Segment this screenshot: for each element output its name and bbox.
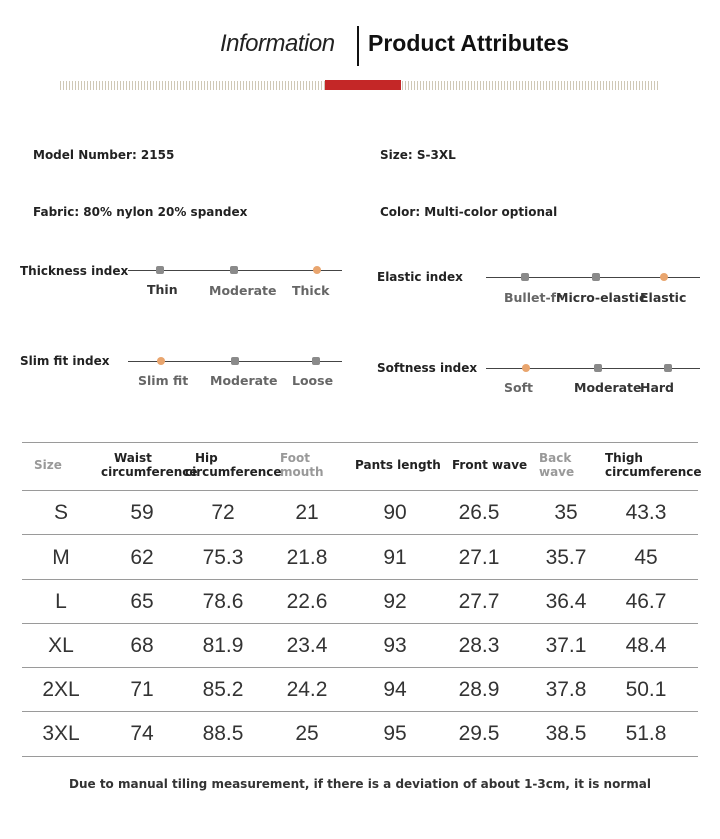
softness-soft-marker — [522, 364, 530, 372]
table-rule — [22, 756, 698, 757]
softness-hard-marker — [664, 364, 672, 372]
attr-fabric: Fabric: 80% nylon 20% spandex — [33, 205, 248, 219]
header-hip: Hip circumference — [185, 451, 282, 479]
table-rule — [22, 534, 698, 535]
table-cell: 28.9 — [458, 678, 500, 701]
thickness-option-moderate: Moderate — [209, 283, 277, 298]
thickness-option-thick: Thick — [292, 283, 330, 298]
slim-fit-option-moderate: Moderate — [210, 373, 278, 388]
table-cell: 90 — [383, 501, 407, 524]
elastic-option-elastic: Elastic — [640, 290, 687, 305]
slim-fit-moderate-marker — [231, 357, 239, 365]
header-back-wave: Back wave — [539, 451, 575, 479]
thickness-index-label: Thickness index — [20, 264, 129, 278]
table-cell: 22.6 — [286, 590, 328, 613]
table-cell: 23.4 — [286, 634, 328, 657]
table-cell: 27.7 — [458, 590, 500, 613]
table-rule — [22, 490, 698, 491]
table-rule — [22, 623, 698, 624]
table-cell: 95 — [383, 722, 407, 745]
accent-bar — [325, 80, 401, 90]
softness-moderate-marker — [594, 364, 602, 372]
table-rule — [22, 442, 698, 443]
table-cell: 29.5 — [458, 722, 500, 745]
header-front-wave: Front wave — [452, 458, 528, 472]
table-cell: 81.9 — [202, 634, 244, 657]
size-cell: M — [52, 546, 70, 569]
elastic-micro-marker — [592, 273, 600, 281]
slim-fit-option-loose: Loose — [292, 373, 334, 388]
header-foot-mouth: Foot mouth — [280, 451, 324, 479]
header-pants-length: Pants length — [355, 458, 441, 472]
table-cell: 71 — [130, 678, 154, 701]
table-cell: 38.5 — [545, 722, 587, 745]
table-cell: 50.1 — [625, 678, 667, 701]
header-size: Size — [34, 458, 62, 472]
table-cell: 72 — [211, 501, 235, 524]
header-divider — [357, 26, 359, 66]
table-cell: 91 — [383, 546, 407, 569]
table-cell: 46.7 — [625, 590, 667, 613]
table-rule — [22, 579, 698, 580]
table-cell: 27.1 — [458, 546, 500, 569]
table-cell: 93 — [383, 634, 407, 657]
table-cell: 28.3 — [458, 634, 500, 657]
table-cell: 51.8 — [625, 722, 667, 745]
attr-color: Color: Multi-color optional — [380, 205, 558, 219]
size-cell: L — [55, 590, 67, 613]
table-cell: 74 — [130, 722, 154, 745]
table-cell: 62 — [130, 546, 154, 569]
table-cell: 68 — [130, 634, 154, 657]
softness-option-hard: Hard — [640, 380, 675, 395]
table-cell: 78.6 — [202, 590, 244, 613]
slim-fit-loose-marker — [312, 357, 320, 365]
elastic-option-micro-elastic: Micro-elastic — [556, 290, 647, 305]
size-cell: S — [53, 501, 68, 524]
header-thigh: Thigh circumference — [605, 451, 702, 479]
measurement-note: Due to manual tiling measurement, if there is a deviation of about 1-3cm, it is normal — [69, 777, 651, 791]
thickness-thin-marker — [156, 266, 164, 274]
softness-index-label: Softness index — [377, 361, 478, 375]
table-cell: 37.1 — [545, 634, 587, 657]
thickness-moderate-marker — [230, 266, 238, 274]
table-cell: 26.5 — [458, 501, 500, 524]
table-rule — [22, 667, 698, 668]
softness-option-moderate: Moderate — [574, 380, 642, 395]
attr-model-number: Model Number: 2155 — [33, 148, 175, 162]
elastic-option-bulletproof: Bullet-fr — [504, 290, 563, 305]
table-cell: 35.7 — [545, 546, 587, 569]
table-cell: 43.3 — [625, 501, 667, 524]
thickness-option-thin: Thin — [147, 282, 178, 297]
elastic-elastic-marker — [660, 273, 668, 281]
attr-size: Size: S-3XL — [380, 148, 456, 162]
table-cell: 21 — [295, 501, 319, 524]
elastic-bulletproof-marker — [521, 273, 529, 281]
slim-fit-slim-marker — [157, 357, 165, 365]
table-rule — [22, 711, 698, 712]
slim-fit-option-slim-fit: Slim fit — [138, 373, 189, 388]
page-title: Product Attributes — [368, 30, 570, 56]
thickness-thick-marker — [313, 266, 321, 274]
size-cell: 2XL — [42, 678, 80, 701]
table-cell: 45 — [634, 546, 658, 569]
slim-fit-index-label: Slim fit index — [20, 354, 110, 368]
table-cell: 85.2 — [202, 678, 244, 701]
table-cell: 36.4 — [545, 590, 587, 613]
table-cell: 21.8 — [286, 546, 328, 569]
table-cell: 35 — [554, 501, 578, 524]
table-cell: 48.4 — [625, 634, 667, 657]
table-cell: 92 — [383, 590, 407, 613]
table-cell: 94 — [383, 678, 407, 701]
table-cell: 24.2 — [286, 678, 328, 701]
header-waist: Waist circumference — [101, 451, 198, 479]
table-cell: 59 — [130, 501, 154, 524]
table-cell: 25 — [295, 722, 319, 745]
elastic-index-label: Elastic index — [377, 270, 463, 284]
header-information-label: Information — [220, 30, 335, 57]
size-cell: XL — [48, 634, 74, 657]
table-cell: 75.3 — [202, 546, 244, 569]
softness-option-soft: Soft — [504, 380, 534, 395]
table-cell: 88.5 — [202, 722, 244, 745]
table-cell: 37.8 — [545, 678, 587, 701]
table-cell: 65 — [130, 590, 154, 613]
size-cell: 3XL — [42, 722, 80, 745]
